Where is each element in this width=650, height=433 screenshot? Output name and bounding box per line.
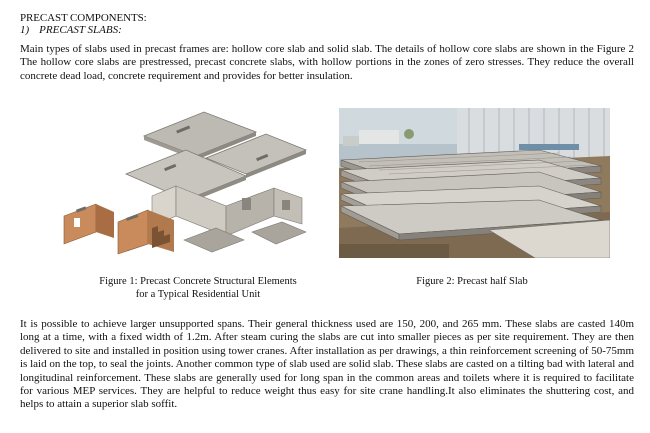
figure2-slab-stack-photo	[339, 108, 610, 258]
subsection-number: 1)	[20, 24, 30, 36]
body-paragraph: It is possible to achieve larger unsupported spans. Their general thickness used are 150, 200, and 265 mm. These slabs are casted 140m long at a time, with a fixed width of 1.2m. After steam curing the slabs are cut into smaller pieces as per site requirement. They are then delivered to site and installed in position using tower cranes. After installation as per drawings, a thin reinforcement screening of 50-75mm is laid on the top, to seal the joints. Another common type of slab used are solid slab. These slabs are casted on a tilting bad with lateral and longitudinal reinforcement. These slabs are generally used for long span in the common areas and toilets where it is required to facilitate for various MEP services. They are helpful to reduce weight thus easy for site crane handling.It also eliminates the shuttering cost, and helps to attain a superior slab soffit.	[20, 318, 634, 411]
figure2-caption: Figure 2: Precast half Slab	[416, 276, 528, 287]
subsection-heading	[20, 24, 122, 36]
section-heading: PRECAST COMPONENTS:	[20, 12, 147, 24]
figure1-caption	[80, 276, 316, 301]
intro-paragraph: Main types of slabs used in precast frames are: hollow core slab and solid slab. The details of hollow core slabs are shown in the Figure 2 The hollow core slabs are prestressed, precast concrete slabs, with hollow portions in the zones of zero stresses. They reduce the overall concrete dead load, concrete requirement and provides for better insulation.	[20, 43, 634, 82]
subsection-title: PRECAST SLABS:	[39, 24, 122, 36]
figure1-isometric-illustration	[56, 104, 324, 264]
figure1-caption-line1: Figure 1: Precast Concrete Structural Elements	[99, 276, 297, 287]
figure1-caption-line2: for a Typical Residential Unit	[135, 288, 261, 300]
